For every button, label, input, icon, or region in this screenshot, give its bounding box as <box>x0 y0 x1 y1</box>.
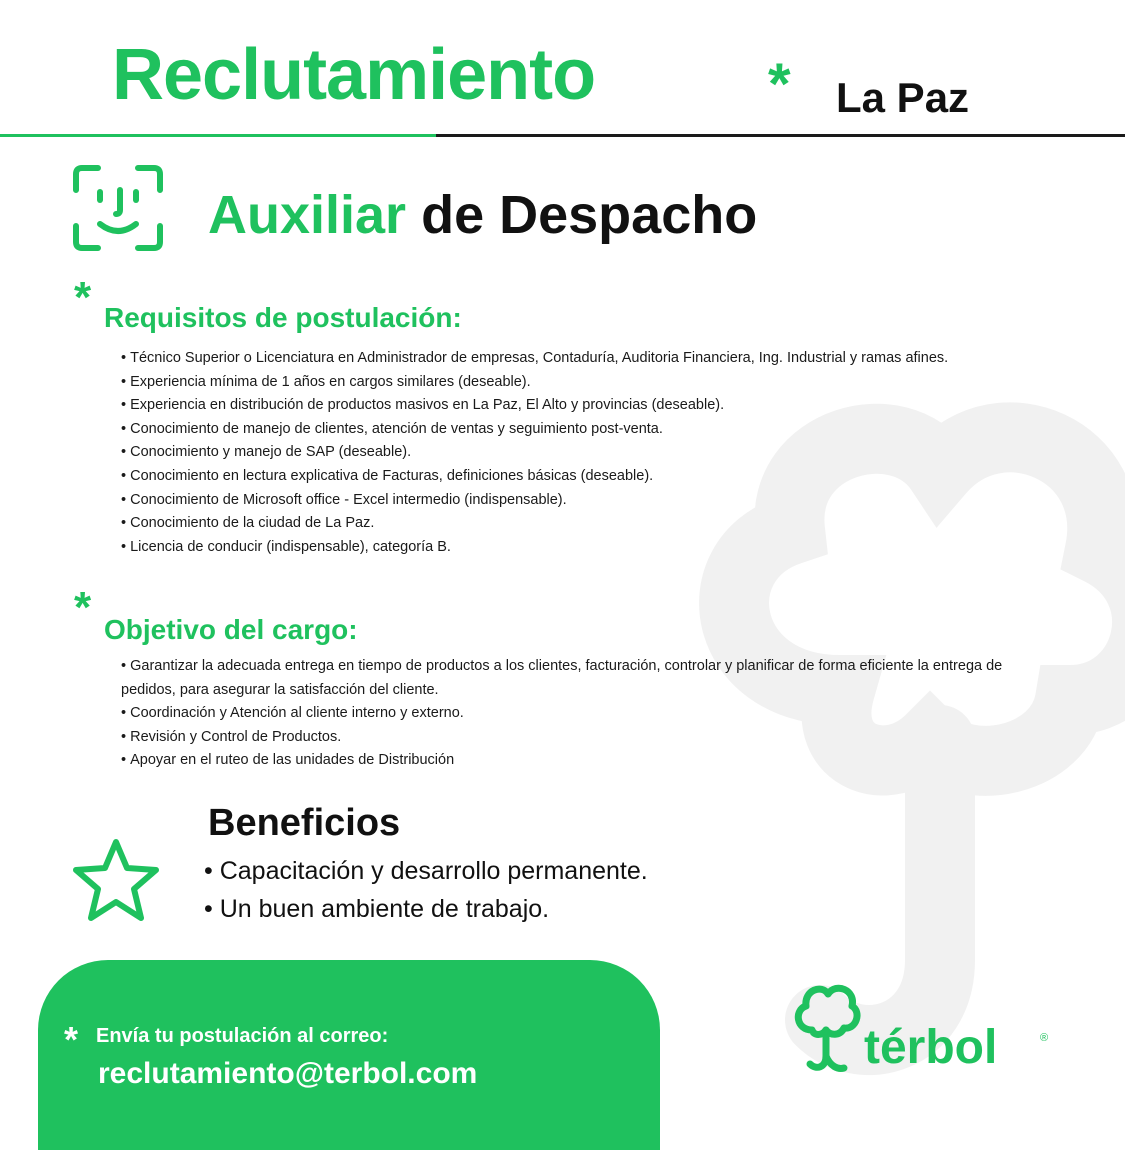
list-item: • Técnico Superior o Licenciatura en Administrador de empresas, Contaduría, Auditoria Financiera, Ing. Industrial y ramas afines. <box>121 347 1001 371</box>
list-item: • Conocimiento y manejo de SAP (deseable). <box>121 441 1001 465</box>
objective-list <box>121 655 1011 773</box>
objective-asterisk: * <box>74 583 92 632</box>
list-item: • Apoyar en el ruteo de las unidades de Distribución <box>121 749 1011 773</box>
benefits-title: Beneficios <box>208 802 401 844</box>
city-label: La Paz <box>836 74 970 121</box>
list-item: • Conocimiento de Microsoft office - Excel intermedio (indispensable). <box>121 489 1001 513</box>
contact-email-link[interactable]: reclutamiento@terbol.com <box>98 1057 478 1090</box>
job-title-highlight: Auxiliar <box>208 185 407 245</box>
list-item: • Experiencia en distribución de productos masivos en La Paz, El Alto y provincias (deseable). <box>121 394 1001 418</box>
requirements-title: Requisitos de postulación: <box>104 302 462 333</box>
list-item: • Revisión y Control de Productos. <box>121 726 1011 750</box>
list-item: • Conocimiento de la ciudad de La Paz. <box>121 512 1001 536</box>
list-item: • Licencia de conducir (indispensable), categoría B. <box>121 536 1001 560</box>
page-title: Reclutamiento <box>112 35 596 115</box>
header-divider-green <box>0 134 436 137</box>
list-item: • Experiencia mínima de 1 años en cargos similares (deseable). <box>121 371 1001 395</box>
job-title-rest: de Despacho <box>421 185 758 245</box>
header-divider-dark <box>436 134 1125 137</box>
list-item: • Capacitación y desarrollo permanente. <box>204 852 648 890</box>
contact-label: Envía tu postulación al correo: <box>96 1025 389 1047</box>
list-item: • Garantizar la adecuada entrega en tiempo de productos a los clientes, facturación, controlar y planificar de forma eficiente la entrega de pedidos, para asegurar la satisfacción del cliente. <box>121 655 1011 702</box>
title-asterisk: * <box>768 52 791 117</box>
list-item: • Coordinación y Atención al cliente interno y externo. <box>121 702 1011 726</box>
list-item: • Conocimiento de manejo de clientes, atención de ventas y seguimiento post-venta. <box>121 418 1001 442</box>
job-title <box>208 180 757 250</box>
objective-title: Objetivo del cargo: <box>104 614 358 645</box>
face-id-icon <box>72 164 164 252</box>
star-outline-icon <box>70 836 162 926</box>
registered-mark: ® <box>1040 1032 1049 1044</box>
benefits-list <box>204 852 648 928</box>
requirements-list <box>121 347 1001 559</box>
brand-logo-text: térbol <box>864 1021 998 1074</box>
list-item: • Un buen ambiente de trabajo. <box>204 890 648 928</box>
tree-icon <box>790 976 862 1078</box>
requirements-asterisk: * <box>74 273 92 322</box>
contact-asterisk: * <box>64 1019 79 1060</box>
list-item: • Conocimiento en lectura explicativa de Facturas, definiciones básicas (deseable). <box>121 465 1001 489</box>
